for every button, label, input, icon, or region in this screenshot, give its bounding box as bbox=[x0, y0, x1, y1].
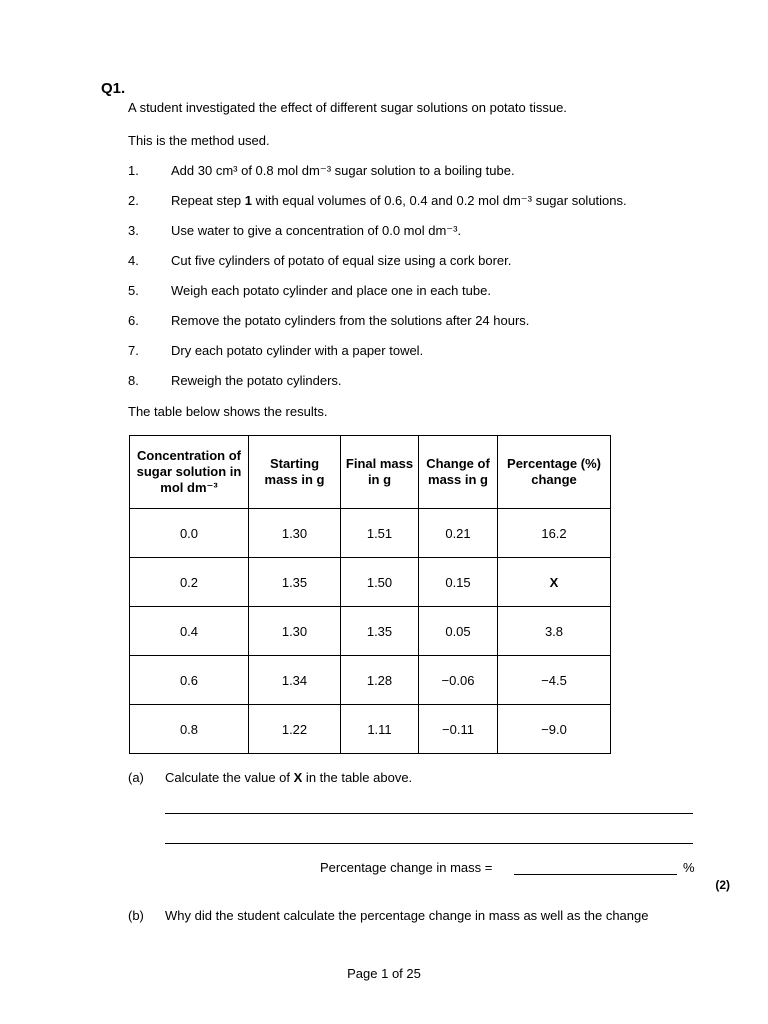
table-row bbox=[130, 705, 611, 754]
percentage-answer-blank[interactable] bbox=[514, 874, 677, 875]
table-cell: 1.28 bbox=[341, 656, 419, 705]
header-percentage-change: Percentage (%) change bbox=[498, 436, 611, 509]
table-cell: 1.50 bbox=[341, 558, 419, 607]
table-cell: −0.06 bbox=[419, 656, 498, 705]
table-cell: 1.11 bbox=[341, 705, 419, 754]
step-number: 3. bbox=[128, 223, 139, 238]
table-cell: 0.4 bbox=[130, 607, 249, 656]
step-number: 1. bbox=[128, 163, 139, 178]
part-a-label: (a) bbox=[128, 770, 144, 785]
table-cell-x: X bbox=[498, 558, 611, 607]
table-cell: 1.34 bbox=[249, 656, 341, 705]
table-cell: 0.8 bbox=[130, 705, 249, 754]
part-b-label: (b) bbox=[128, 908, 144, 923]
header-starting-mass: Starting mass in g bbox=[249, 436, 341, 509]
step-text: Dry each potato cylinder with a paper towel. bbox=[171, 343, 424, 358]
question-number: Q1. bbox=[101, 80, 126, 97]
percent-unit: % bbox=[683, 860, 695, 875]
step-number: 5. bbox=[128, 283, 139, 298]
table-cell: 1.30 bbox=[249, 509, 341, 558]
question-intro: A student investigated the effect of different sugar solutions on potato tissue. bbox=[128, 100, 567, 115]
answer-line[interactable] bbox=[165, 843, 693, 844]
table-cell: 0.6 bbox=[130, 656, 249, 705]
table-row bbox=[130, 656, 611, 705]
method-lead: This is the method used. bbox=[128, 133, 270, 148]
step-text: Reweigh the potato cylinders. bbox=[171, 373, 342, 388]
part-b-question: Why did the student calculate the percentage change in mass as well as the change bbox=[165, 908, 649, 923]
table-cell: 0.2 bbox=[130, 558, 249, 607]
table-cell: −4.5 bbox=[498, 656, 611, 705]
results-table bbox=[129, 435, 611, 754]
table-cell: 1.35 bbox=[249, 558, 341, 607]
table-lead: The table below shows the results. bbox=[128, 404, 328, 419]
step-number: 7. bbox=[128, 343, 139, 358]
step-text: Repeat step 1 with equal volumes of 0.6, 0.4 and 0.2 mol dm⁻³ sugar solutions. bbox=[171, 193, 627, 208]
step-text: Cut five cylinders of potato of equal size using a cork borer. bbox=[171, 253, 512, 268]
table-cell: −9.0 bbox=[498, 705, 611, 754]
table-row bbox=[130, 558, 611, 607]
table-cell: 3.8 bbox=[498, 607, 611, 656]
table-cell: 1.22 bbox=[249, 705, 341, 754]
table-row bbox=[130, 509, 611, 558]
table-cell: −0.11 bbox=[419, 705, 498, 754]
percentage-change-label: Percentage change in mass = bbox=[320, 860, 493, 875]
table-cell: 0.05 bbox=[419, 607, 498, 656]
step-text: Remove the potato cylinders from the solutions after 24 hours. bbox=[171, 313, 530, 328]
step-number: 4. bbox=[128, 253, 139, 268]
table-cell: 0.15 bbox=[419, 558, 498, 607]
header-change-of-mass: Change of mass in g bbox=[419, 436, 498, 509]
step-text: Weigh each potato cylinder and place one in each tube. bbox=[171, 283, 491, 298]
table-cell: 1.35 bbox=[341, 607, 419, 656]
table-header-row bbox=[130, 436, 611, 509]
step-number: 2. bbox=[128, 193, 139, 208]
step-number: 8. bbox=[128, 373, 139, 388]
step-text: Add 30 cm³ of 0.8 mol dm⁻³ sugar solution to a boiling tube. bbox=[171, 163, 515, 178]
table-row bbox=[130, 607, 611, 656]
step-number: 6. bbox=[128, 313, 139, 328]
page-number: Page 1 of 25 bbox=[347, 966, 421, 981]
marks-label: (2) bbox=[715, 878, 730, 892]
table-cell: 1.30 bbox=[249, 607, 341, 656]
table-cell: 0.21 bbox=[419, 509, 498, 558]
table-cell: 1.51 bbox=[341, 509, 419, 558]
step-text: Use water to give a concentration of 0.0 mol dm⁻³. bbox=[171, 223, 462, 238]
answer-line[interactable] bbox=[165, 813, 693, 814]
header-concentration: Concentration of sugar solution in mol dm⁻³ bbox=[130, 436, 249, 509]
part-a-question: Calculate the value of X in the table above. bbox=[165, 770, 413, 785]
header-final-mass: Final mass in g bbox=[341, 436, 419, 509]
table-cell: 16.2 bbox=[498, 509, 611, 558]
table-cell: 0.0 bbox=[130, 509, 249, 558]
